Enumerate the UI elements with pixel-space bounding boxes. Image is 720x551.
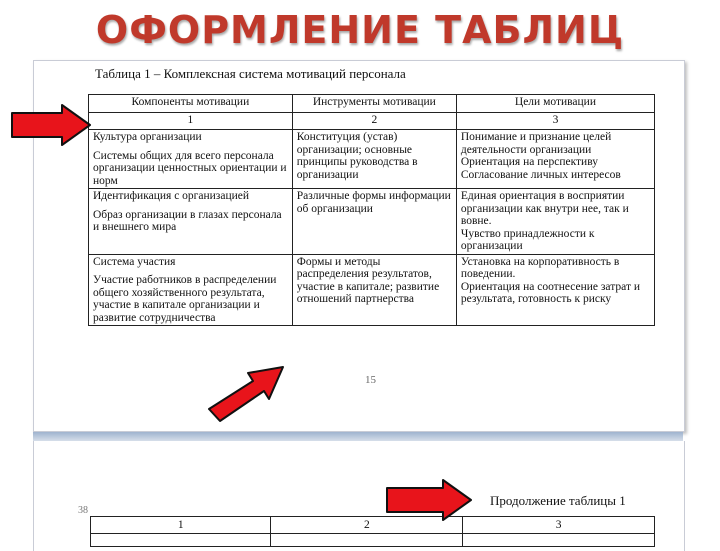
cell-text: Понимание и признание целей деятельности организации	[460, 131, 612, 156]
cell-text: Ориентация на соотнесение затрат и результата, готовность к риску	[460, 280, 641, 305]
table-cell	[292, 254, 456, 326]
column-number: 2	[271, 517, 463, 534]
column-number: 3	[463, 517, 655, 534]
cell-text: Культура организации	[93, 131, 202, 143]
table-row	[89, 130, 655, 189]
cell-text: Согласование личных интересов	[460, 168, 621, 181]
continuation-table	[90, 516, 655, 547]
table-cell	[89, 254, 293, 326]
column-header: Компоненты мотивации	[89, 95, 293, 113]
table-cell	[91, 534, 271, 547]
cell-text: Установка на корпоративность в поведении.	[460, 255, 620, 280]
cell-text: Формы и методы распределения результатов, участие в капитале; развитие отношений партнерства	[296, 255, 440, 305]
table-row	[89, 189, 655, 255]
table-cell	[89, 189, 293, 255]
cell-text: Чувство принадлежности к организации	[460, 227, 595, 252]
column-number: 1	[89, 113, 293, 130]
cell-text: Образ организации в глазах персонала и внешнего мира	[93, 208, 282, 233]
table-row	[89, 254, 655, 326]
motivation-table	[88, 94, 655, 326]
table-cell	[463, 534, 655, 547]
cell-text: Ориентация на перспективу	[460, 156, 598, 168]
cell-text: Система участия	[93, 255, 176, 268]
margin-mark: 38	[78, 505, 88, 516]
table-cell	[456, 189, 654, 255]
cell-text: Конституция (устав) организации; основные принципы руководства в организации	[296, 131, 418, 181]
page-number: 15	[365, 374, 376, 386]
column-header: Цели мотивации	[456, 95, 654, 113]
arrow-right-icon	[10, 103, 92, 147]
slide-title: ОФОРМЛЕНИЕ ТАБЛИЦ	[95, 8, 625, 52]
cell-text: Единая ориентация в восприятии организации как внутри нее, так и вовне.	[460, 190, 629, 227]
cell-text: Идентификация с организацией	[93, 190, 250, 202]
cell-text: Участие работников в распределении общего хозяйственного результата, участие в капитале организации и развитие сотрудничества	[93, 274, 277, 324]
column-number: 3	[456, 113, 654, 130]
table-cell	[292, 130, 456, 189]
cell-text: Различные формы информации об организации	[296, 190, 451, 215]
table-cell	[89, 130, 293, 189]
table-caption: Таблица 1 – Комплексная система мотиваций персонала	[95, 66, 406, 81]
arrow-right-icon	[385, 478, 473, 522]
column-number: 1	[91, 517, 271, 534]
table-cell	[456, 130, 654, 189]
continuation-caption: Продолжение таблицы 1	[490, 493, 626, 508]
cell-text: Системы общих для всего персонала организации ценностных ориентации и норм	[93, 149, 287, 187]
arrow-up-right-icon	[205, 363, 287, 425]
table-cell	[292, 189, 456, 255]
table-cell	[456, 254, 654, 326]
column-header: Инструменты мотивации	[292, 95, 456, 113]
column-number: 2	[292, 113, 456, 130]
table-cell	[271, 534, 463, 547]
page-divider	[33, 432, 683, 441]
